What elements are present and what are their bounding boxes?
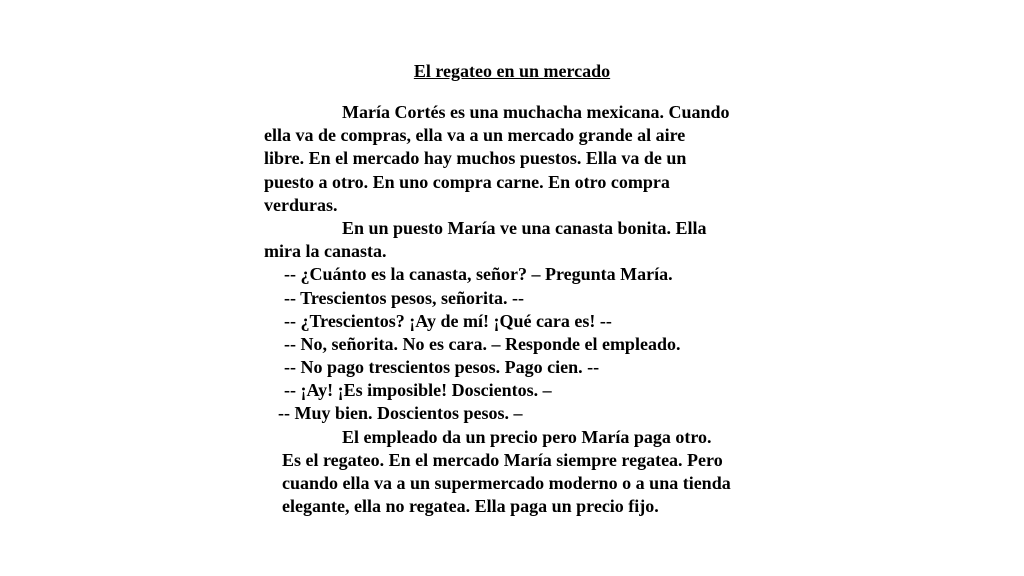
paragraph-line: cuando ella va a un supermercado moderno o a una tienda	[282, 473, 731, 493]
paragraph-line: verduras.	[264, 194, 338, 215]
document-body	[264, 101, 784, 518]
paragraph-line: ella va de compras, ella va a un mercado grande al aire	[264, 125, 686, 146]
dialogue-line: -- ¿Cuánto es la canasta, señor? – Pregunta María.	[284, 264, 673, 285]
paragraph-line: elegante, ella no regatea. Ella paga un precio fijo.	[282, 496, 659, 517]
paragraph-line: El empleado da un precio pero María paga otro.	[342, 426, 712, 447]
dialogue-line: -- Trescientos pesos, señorita. --	[284, 287, 524, 308]
paragraph-line: mira la canasta.	[264, 241, 387, 262]
dialogue-line: -- ¡Ay! ¡Es imposible! Doscientos. –	[284, 380, 552, 401]
paragraph-line: puesto a otro. En uno compra carne. En otro compra	[264, 171, 670, 192]
paragraph-line: María Cortés es una muchacha mexicana. Cuando	[342, 102, 730, 122]
paragraph-line: libre. En el mercado hay muchos puestos. Ella va de un	[264, 148, 687, 169]
dialogue-line: -- No pago trescientos pesos. Pago cien. --	[284, 357, 600, 378]
document-title: El regateo en un mercado	[413, 61, 611, 81]
dialogue-line: -- No, señorita. No es cara. – Responde el empleado.	[284, 333, 681, 354]
paragraph-line: Es el regateo. En el mercado María siempre regatea. Pero	[282, 449, 723, 470]
paragraph-line: En un puesto María ve una canasta bonita. Ella	[342, 217, 707, 238]
dialogue-line: -- Muy bien. Doscientos pesos. –	[278, 403, 523, 424]
dialogue-line: -- ¿Trescientos? ¡Ay de mí! ¡Qué cara es! --	[284, 310, 612, 331]
